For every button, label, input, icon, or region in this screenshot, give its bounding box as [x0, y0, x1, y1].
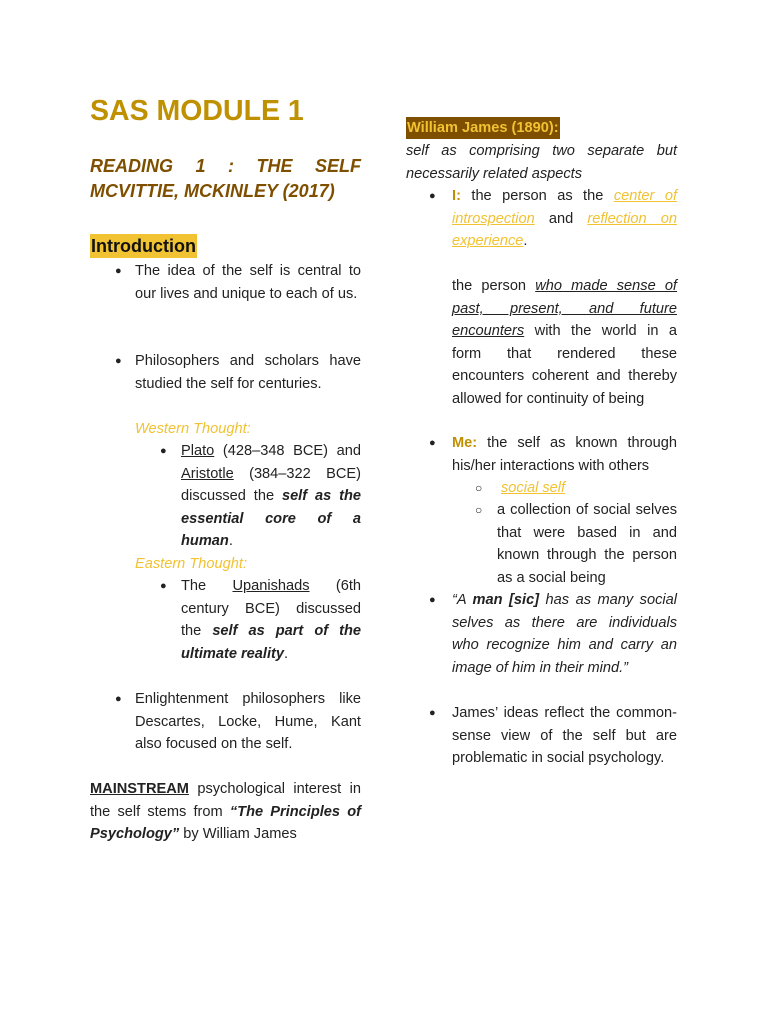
emphasis: who made sense of past, present, and future encounters	[452, 278, 677, 340]
bullet-icon: ●	[160, 580, 167, 592]
text: by William James	[179, 826, 297, 843]
eastern-thought-label: Eastern Thought:	[135, 556, 247, 572]
text: and	[534, 210, 588, 227]
reading-line-1: READING 1 : THE SELF	[90, 156, 361, 176]
bullet-icon: ●	[115, 693, 122, 705]
text: “A	[452, 592, 473, 608]
aristotle-text: Aristotle	[181, 465, 234, 482]
bullet-icon: ●	[429, 594, 436, 606]
text: the person	[452, 278, 536, 294]
text: .	[284, 645, 289, 662]
emphasis: self as the essential core of a human	[181, 488, 361, 550]
text: .	[523, 233, 528, 250]
text: has as many social selves as there are individuals who recognize him and carry an image of him in their mind.”	[452, 592, 677, 676]
text: (384–322 BCE) discussed the	[181, 465, 361, 505]
list-item: a collection of social selves that were based in and known through the person as a social being	[497, 502, 677, 586]
reading-line-2: MCVITTIE, MCKINLEY (2017)	[90, 181, 335, 201]
circle-bullet-icon: ○	[475, 481, 483, 495]
list-item: James’ ideas reflect the common-sense view of the self but are problematic in social psychology.	[452, 705, 677, 767]
mainstream-text: MAINSTREAM	[90, 781, 189, 797]
center-of-introspection-link[interactable]: center of introspection	[452, 188, 677, 227]
text: the self as known through his/her interactions with others	[452, 435, 677, 474]
me-label: Me:	[452, 435, 478, 451]
text: the person as the	[460, 188, 614, 204]
list-item: Philosophers and scholars have studied the self for centuries.	[135, 353, 361, 392]
bullet-icon: ●	[115, 355, 122, 367]
bullet-icon: ●	[429, 707, 436, 719]
social-self-link[interactable]	[501, 477, 565, 500]
subtitle: self as comprising two separate but necessarily related aspects	[406, 143, 677, 182]
western-thought-label: Western Thought:	[135, 421, 251, 437]
list-item-plato	[181, 440, 361, 553]
bullet-icon: ●	[429, 190, 436, 202]
social-self-text[interactable]: social self	[501, 480, 566, 496]
text: :	[456, 188, 461, 204]
bullet-icon: ●	[160, 445, 167, 457]
upanishads-text: Upanishads	[232, 578, 310, 594]
text: psychological interest in the self stems from	[90, 781, 361, 820]
i-paragraph	[452, 275, 677, 411]
module-title: SAS MODULE 1	[90, 95, 304, 127]
list-item-upanishads	[181, 575, 361, 665]
william-james-heading: William James (1890):	[406, 117, 560, 139]
bullet-icon: ●	[115, 265, 122, 277]
plato-text: Plato	[181, 443, 215, 459]
emphasis: self as part of the ultimate reality	[181, 623, 361, 662]
reading-heading	[90, 154, 361, 204]
text: with the world in a form that rendered these encounters coherent and thereby allowed for continuity of being	[452, 323, 677, 407]
list-item-me	[452, 432, 677, 477]
introduction-heading: Introduction	[91, 236, 196, 256]
text: (428–348 BCE) and	[214, 443, 361, 459]
bullet-icon: ●	[429, 437, 436, 449]
quote-item	[452, 589, 677, 679]
emphasis: man [sic]	[472, 592, 540, 608]
i-label: I	[452, 188, 457, 204]
text: The	[181, 578, 233, 594]
mainstream-paragraph	[90, 778, 361, 846]
text: (6th century BCE) discussed the	[181, 578, 362, 640]
reflection-on-experience-link[interactable]: reflection on experience	[452, 210, 677, 250]
book-title: “The Principles of Psychology”	[90, 803, 362, 843]
list-item: Enlightenment philosophers like Descartes, Locke, Hume, Kant also focused on the self.	[135, 691, 361, 753]
list-item-i	[452, 185, 677, 253]
list-item: The idea of the self is central to our lives and unique to each of us.	[135, 263, 361, 302]
text: .	[228, 533, 233, 550]
circle-bullet-icon: ○	[475, 503, 483, 517]
